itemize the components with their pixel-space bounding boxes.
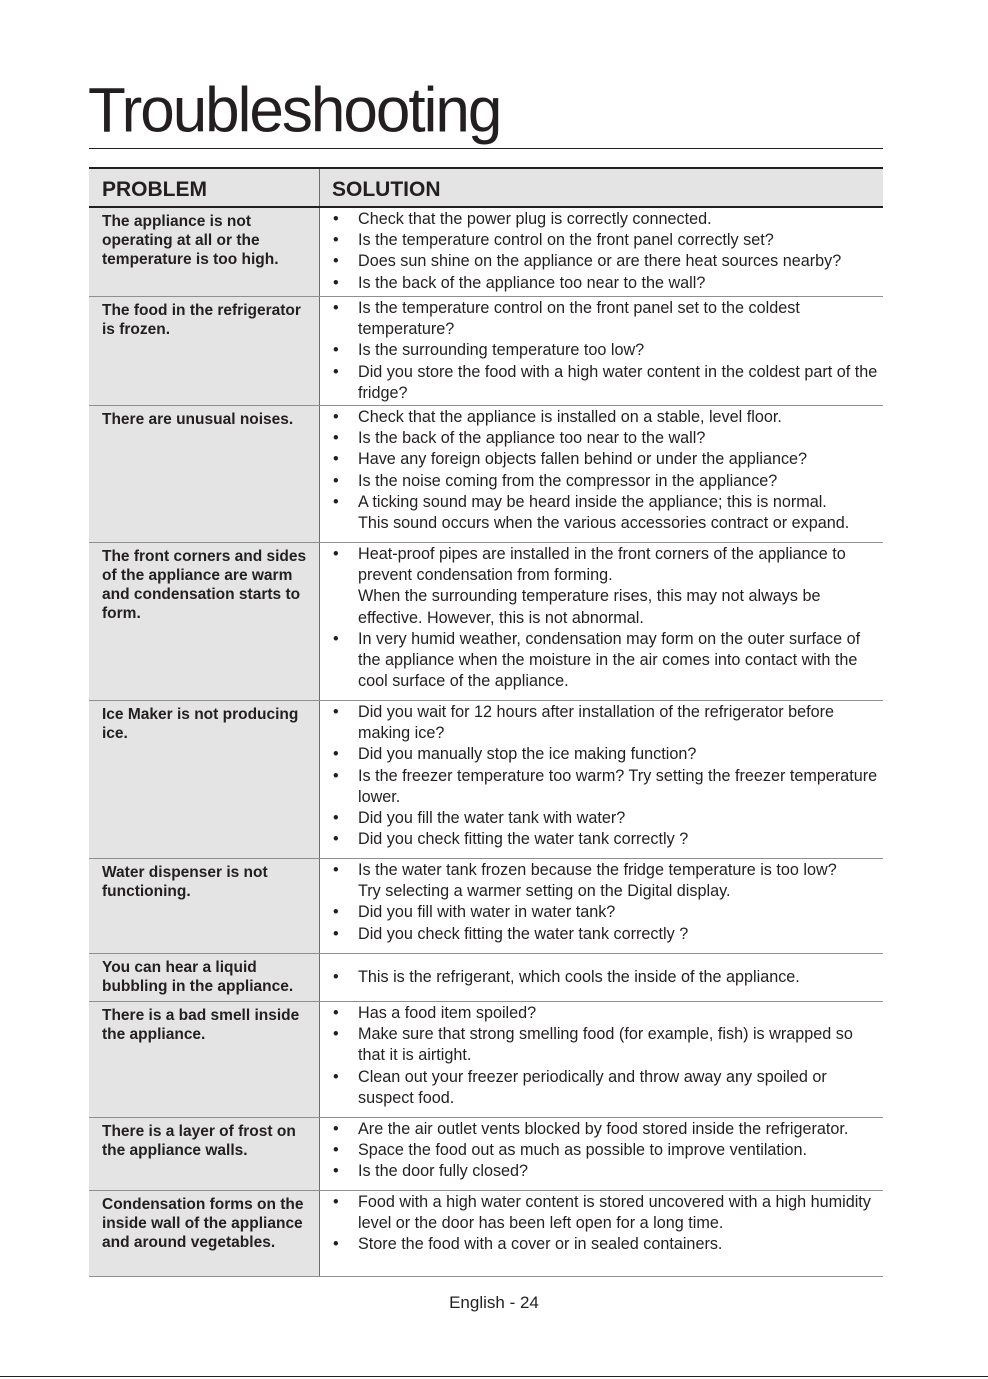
problem-cell: The food in the refrigerator is frozen.	[89, 297, 320, 405]
solution-text: Is the surrounding temperature too low?	[358, 341, 645, 360]
solution-item	[332, 251, 883, 272]
solution-item	[332, 1140, 883, 1161]
solution-text: Did you store the food with a high water content in the coldest part of the fridge?	[358, 362, 878, 402]
solution-text: In very humid weather, condensation may form on the outer surface of the appliance when the moisture in the air comes into contact with the cool surface of the appliance.	[358, 629, 861, 691]
solution-item	[332, 544, 883, 629]
solution-item	[332, 1234, 883, 1255]
solution-cell	[320, 208, 883, 296]
problem-cell: The appliance is not operating at all or the temperature is too high.	[89, 208, 320, 296]
solution-text: Did you check fitting the water tank correctly ?	[358, 830, 689, 849]
solution-item	[332, 1192, 883, 1234]
solution-cell	[320, 1002, 883, 1117]
solution-cell	[320, 954, 883, 1001]
solution-text: Make sure that strong smelling food (for example, fish) is wrapped so that it is airtight.	[358, 1025, 853, 1065]
solution-text: This is the refrigerant, which cools the inside of the appliance.	[358, 967, 800, 986]
solution-text: Is the door fully closed?	[358, 1162, 529, 1181]
solution-item	[332, 766, 883, 808]
solution-item	[332, 744, 883, 765]
solution-item	[332, 1024, 883, 1066]
problem-cell: Ice Maker is not producing ice.	[89, 701, 320, 858]
solution-text: A ticking sound may be heard inside the appliance; this is normal.	[358, 492, 827, 511]
solution-item	[332, 1067, 883, 1109]
solution-text: Did you fill the water tank with water?	[358, 809, 626, 828]
solution-text: Has a food item spoiled?	[358, 1004, 537, 1022]
solution-cell	[320, 297, 883, 405]
solution-item	[332, 1161, 883, 1182]
solution-item	[332, 230, 883, 251]
solution-list	[332, 1119, 883, 1183]
solution-text: Space the food out as much as possible to improve ventilation.	[358, 1141, 808, 1160]
problem-cell: Water dispenser is not functioning.	[89, 859, 320, 953]
solution-text: Did you check fitting the water tank correctly ?	[358, 924, 689, 943]
solution-continuation: This sound occurs when the various accessories contract or expand.	[358, 514, 850, 533]
table-row	[89, 208, 883, 297]
solution-item	[332, 273, 883, 294]
solution-item	[332, 428, 883, 449]
bottom-divider	[0, 1376, 988, 1377]
table-row	[89, 859, 883, 954]
solution-cell	[320, 701, 883, 858]
solution-text: Is the water tank frozen because the fridge temperature is too low?	[358, 861, 837, 879]
solution-cell	[320, 1191, 883, 1276]
solution-continuation: Try selecting a warmer setting on the Digital display.	[358, 882, 731, 901]
solution-item	[332, 298, 883, 340]
solution-list	[332, 967, 800, 988]
solution-text: Is the temperature control on the front panel set to the coldest temperature?	[358, 299, 800, 339]
page-title: Troubleshooting	[88, 75, 501, 146]
solution-item	[332, 407, 883, 428]
solution-text: Is the temperature control on the front panel correctly set?	[358, 231, 774, 250]
solution-item	[332, 967, 800, 988]
solution-item	[332, 1119, 883, 1140]
table-row	[89, 297, 883, 406]
solution-item	[332, 924, 883, 945]
page-number: 24	[519, 1293, 539, 1312]
solution-cell	[320, 1118, 883, 1190]
problem-cell: The front corners and sides of the appliance are warm and condensation starts to form.	[89, 543, 320, 700]
solution-item	[332, 808, 883, 829]
table-row	[89, 1002, 883, 1118]
solution-item	[332, 860, 883, 902]
solution-item	[332, 702, 883, 744]
title-divider	[89, 148, 883, 149]
problem-cell: There is a layer of frost on the appliance walls.	[89, 1118, 320, 1190]
solution-text: Did you wait for 12 hours after installation of the refrigerator before making ice?	[358, 703, 834, 743]
problem-cell: There is a bad smell inside the appliance.	[89, 1002, 320, 1117]
solution-list	[332, 407, 883, 534]
solution-list	[332, 860, 883, 945]
solution-text: Is the back of the appliance too near to the wall?	[358, 273, 706, 292]
footer-language: English	[449, 1293, 505, 1312]
solution-text: Does sun shine on the appliance or are there heat sources nearby?	[358, 252, 842, 271]
problem-cell: You can hear a liquid bubbling in the appliance.	[89, 954, 320, 1001]
solution-text: Check that the appliance is installed on a stable, level floor.	[358, 408, 782, 426]
footer-separator: -	[504, 1293, 520, 1312]
problem-cell: There are unusual noises.	[89, 406, 320, 542]
solution-text: Food with a high water content is stored uncovered with a high humidity level or the door has been left open for a long time.	[358, 1193, 871, 1233]
solution-item	[332, 902, 883, 923]
solution-text: Is the freezer temperature too warm? Try setting the freezer temperature lower.	[358, 766, 878, 806]
table-header	[89, 169, 883, 208]
header-problem: PROBLEM	[89, 169, 320, 206]
solution-item	[332, 629, 883, 693]
solution-cell	[320, 859, 883, 953]
solution-item	[332, 362, 883, 404]
solution-text: Store the food with a cover or in sealed containers.	[358, 1235, 723, 1254]
table-row	[89, 543, 883, 701]
solution-list	[332, 702, 883, 850]
solution-list	[332, 298, 883, 404]
solution-text: Is the back of the appliance too near to the wall?	[358, 429, 706, 448]
solution-text: Check that the power plug is correctly connected.	[358, 210, 712, 228]
solution-item	[332, 340, 883, 361]
solution-text: Did you manually stop the ice making function?	[358, 745, 697, 764]
problem-cell: Condensation forms on the inside wall of the appliance and around vegetables.	[89, 1191, 320, 1276]
solution-text: Is the noise coming from the compressor in the appliance?	[358, 471, 778, 490]
solution-item	[332, 449, 883, 470]
solution-item	[332, 1003, 883, 1024]
header-solution: SOLUTION	[332, 178, 441, 201]
table-row	[89, 954, 883, 1002]
solution-text: Heat-proof pipes are installed in the front corners of the appliance to prevent condensation from forming.	[358, 545, 846, 585]
table-row	[89, 406, 883, 543]
solution-list	[332, 544, 883, 692]
solution-item	[332, 209, 883, 230]
solution-cell	[320, 406, 883, 542]
solution-list	[332, 1192, 883, 1256]
solution-item	[332, 471, 883, 492]
solution-list	[332, 209, 883, 294]
troubleshooting-table	[89, 167, 883, 1277]
solution-list	[332, 1003, 883, 1109]
solution-text: Clean out your freezer periodically and throw away any spoiled or suspect food.	[358, 1067, 827, 1107]
table-body	[89, 208, 883, 1277]
solution-item	[332, 492, 883, 534]
table-row	[89, 1191, 883, 1277]
solution-continuation: When the surrounding temperature rises, this may not always be effective. However, this is not abnormal.	[358, 587, 821, 627]
solution-text: Did you fill with water in water tank?	[358, 903, 616, 922]
table-row	[89, 701, 883, 859]
table-row	[89, 1118, 883, 1191]
solution-text: Have any foreign objects fallen behind or under the appliance?	[358, 450, 808, 469]
solution-item	[332, 829, 883, 850]
solution-cell	[320, 543, 883, 700]
solution-text: Are the air outlet vents blocked by food stored inside the refrigerator.	[358, 1120, 849, 1138]
page-footer	[0, 1293, 988, 1313]
